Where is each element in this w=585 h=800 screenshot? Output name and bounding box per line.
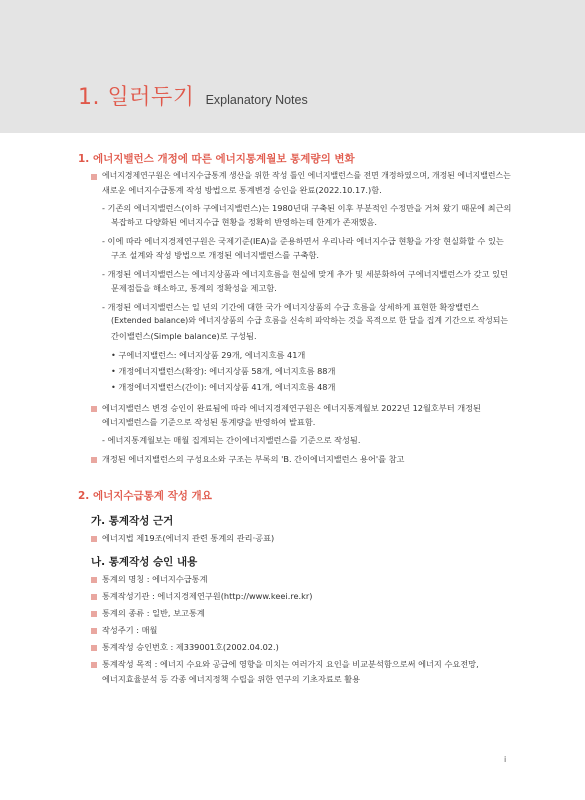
bullet-square-icon <box>91 594 97 600</box>
bullet-square-icon <box>91 577 97 583</box>
section2-subB-item5: 통계작성 승인번호 : 제339001호(2002.04.02.) <box>102 642 279 652</box>
section1-item1-dot3: • 개정에너지밸런스(간이): 에너지상품 41개, 에너지흐름 48개 <box>111 382 336 392</box>
bullet-square-icon <box>91 662 97 668</box>
bullet-square-icon <box>91 457 97 463</box>
section1-item1-dash2-line2: 구조 설계와 작성 방법으로 개정된 에너지밸런스를 구축함. <box>111 250 320 260</box>
section1-item1-line2: 새로운 에너지수급통계 작성 방법으로 통계변경 승인을 완료(2022.10.17.)함. <box>102 185 382 195</box>
bullet-square-icon <box>91 611 97 617</box>
section1-item1-dash4-line3: 간이밸런스(Simple balance)로 구성됨. <box>111 331 257 341</box>
bullet-square-icon <box>91 645 97 651</box>
section2-subB-item4: 작성주기 : 매월 <box>102 625 158 635</box>
page-title-korean: 1. 일러두기 <box>78 85 195 110</box>
bullet-square-icon <box>91 628 97 634</box>
bullet-square-icon <box>91 174 97 180</box>
page-title-english: Explanatory Notes <box>205 93 308 107</box>
section1-item1-dash1-line1: - 기존의 에너지밸런스(이하 구에너지밸런스)는 1980년대 구축된 이후 부분적인 수정만을 거쳐 왔기 때문에 최근의 <box>102 203 512 213</box>
section2-heading: 2. 에너지수급통계 작성 개요 <box>78 490 212 502</box>
section2-subB-item6-line2: 에너지효율분석 등 각종 에너지정책 수립을 위한 연구의 기초자료로 활용 <box>102 674 361 684</box>
section2-subB-item2: 통계작성기관 : 에너지경제연구원(http://www.keei.re.kr) <box>102 591 313 601</box>
section1-item1-dash4-line1: - 개정된 에너지밸런스는 일 년의 기간에 대한 국가 에너지상품의 수급 흐름을 상세하게 표현한 확장밸런스 <box>102 302 479 312</box>
section2-subB-item6-line1: 통계작성 목적 : 에너지 수요와 공급에 영향을 미치는 여러가지 요인을 비교분석함으로써 에너지 수요전망, <box>102 659 479 669</box>
section2-subB-heading: 나. 통계작성 승인 내용 <box>91 556 198 568</box>
section1-item1-dash4-line2: (Extended balance)와 에너지상품의 수급 흐름을 신속히 파악하는 것을 목적으로 한 달을 집계 기간으로 작성되는 <box>111 316 508 325</box>
section2-subB-item3: 통계의 종류 : 일반, 보고통계 <box>102 608 205 618</box>
bullet-square-icon <box>91 536 97 542</box>
section1-item1-dash2-line1: - 이에 따라 에너지경제연구원은 국제기준(IEA)을 준용하면서 우리나라 에너지수급 현황을 가장 현실화할 수 있는 <box>102 236 504 246</box>
bullet-square-icon <box>91 406 97 412</box>
section2-subA-item1: 에너지법 제19조(에너지 관련 통계의 관리·공표) <box>102 533 275 543</box>
section1-item1-dot1: • 구에너지밸런스: 에너지상품 29개, 에너지흐름 41개 <box>111 350 306 360</box>
section1-item1-dash1-line2: 복잡하고 다양화된 에너지수급 현황을 정확히 반영하는데 한계가 존재했음. <box>111 217 378 227</box>
section1-item1-line1: 에너지경제연구원은 에너지수급통계 생산을 위한 작성 틀인 에너지밸런스를 전면 개정하였으며, 개정된 에너지밸런스는 <box>102 171 511 180</box>
section1-item2-dash1: - 에너지통계월보는 매월 집계되는 간이에너지밸런스를 기준으로 작성됨. <box>102 435 361 445</box>
section1-item2-line1: 에너지밸런스 변경 승인이 완료됨에 따라 에너지경제연구원은 에너지통계월보 2022년 12월호부터 개정된 <box>102 403 481 413</box>
page-number: i <box>504 755 507 764</box>
section1-item1-dash3-line2: 문제점들을 해소하고, 통계의 정확성을 제고함. <box>111 283 277 293</box>
section1-heading: 1. 에너지밸런스 개정에 따른 에너지통계월보 통계량의 변화 <box>78 153 355 165</box>
section2-subB-item1: 통계의 명칭 : 에너지수급통계 <box>102 574 208 584</box>
section1-item2-line2: 에너지밸런스를 기준으로 작성된 통계량을 반영하여 발표함. <box>102 417 316 427</box>
section2-subA-heading: 가. 통계작성 근거 <box>91 515 174 527</box>
section1-item1-dash3-line1: - 개정된 에너지밸런스는 에너지상품과 에너지흐름을 현실에 맞게 추가 및 세분화하여 구에너지밸런스가 갖고 있던 <box>102 269 508 279</box>
section1-item3-line1: 개정된 에너지밸런스의 구성요소와 구조는 부록의 'B. 간이에너지밸런스 용어'를 참고 <box>102 454 405 464</box>
section1-item1-dot2: • 개정에너지밸런스(확장): 에너지상품 58개, 에너지흐름 88개 <box>111 366 336 376</box>
